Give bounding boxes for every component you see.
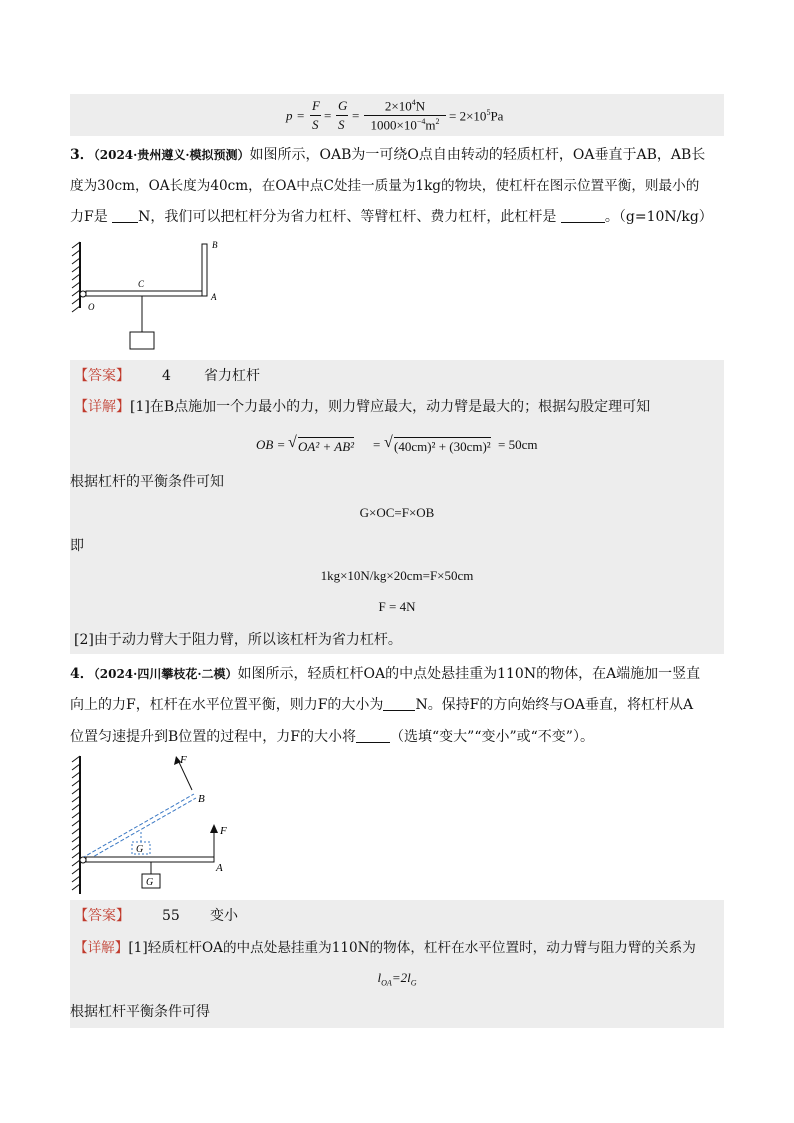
q3-answer-label: 【答案】 [74, 368, 130, 384]
q3-detail-2: [2]由于动力臂大于阻力臂，所以该杠杆为省力杠杆。 [74, 632, 402, 648]
den-exp: −4 [416, 117, 426, 126]
ob-radicand-1: OA² + AB² [298, 439, 355, 454]
q4-blank-1[interactable] [383, 696, 415, 711]
den-unit-exp: 2 [435, 117, 440, 126]
q3-formula-calc: 1kg×10N/kg×20cm=F×50cm [320, 568, 474, 583]
q3-blank-2[interactable] [561, 208, 605, 223]
formula-numerator [368, 98, 442, 114]
q4-text-last: 根据杠杆平衡条件可得 [70, 1004, 210, 1020]
q4-number: 4． [70, 666, 94, 682]
num-base: 2×10 [384, 98, 412, 114]
formula-p: p [286, 108, 293, 123]
q3-lever-ab [202, 244, 207, 296]
result-unit: Pa [490, 108, 504, 124]
ob-lhs: OB = [256, 437, 286, 452]
num-exp: 4 [411, 98, 416, 107]
formula-s-den-2: S [338, 117, 345, 132]
formula-eq-2: = [324, 108, 332, 123]
q3-line1-text: 如图所示，OAB为一可绕O点自由转动的轻质杠杆，OA垂直于AB，AB长 [249, 147, 706, 163]
q4-source: （2024·四川攀枝花·二模） [93, 667, 238, 681]
q3-line3-c: 。（g=10N/kg） [604, 209, 713, 225]
q4-line-1 [70, 664, 700, 684]
q4-label-a: A [216, 862, 223, 874]
q3-detail-1-text: [1]在B点施加一个力最小的力，则力臂应最大，动力臂是最大的；根据勾股定理可知 [130, 399, 651, 415]
q4-lever-oa [86, 857, 214, 862]
q4-arrowhead-f-a [210, 824, 218, 833]
ob-eq: = [373, 437, 381, 452]
formula-l-g-sub: G [410, 978, 417, 988]
q3-text-ji: 即 [70, 538, 84, 554]
q3-wall-hatching [72, 242, 80, 312]
formula-result [449, 108, 503, 124]
ob-radicand-2: (40cm)² + (30cm)² [394, 439, 491, 454]
formula-g-num: G [338, 98, 348, 113]
q4-line3-a: 位置匀速提升到B位置的过程中，力F的大小将 [70, 729, 357, 745]
q3-line-2: 度为30cm，OA长度为40cm，在OA中点C处挂一质量为1kg的物块，使杠杆在图示位置平衡，则最小的 [70, 178, 700, 194]
q4-label-b: B [198, 793, 205, 805]
fraction-bar-1 [310, 115, 321, 116]
q3-text-balance: 根据杠杆的平衡条件可知 [70, 474, 224, 490]
ob-rhs: = 50cm [498, 437, 538, 452]
q3-label-b: B [212, 240, 218, 250]
fraction-bar-2 [336, 115, 348, 116]
formula-l-oa-sub: OA [381, 978, 392, 988]
q4-line2-a: 向上的力F，杠杆在水平位置平衡，则力F的大小为 [70, 697, 384, 713]
q3-answer-1: 4 [162, 368, 171, 384]
formula-eq-2l: =2l [391, 970, 411, 985]
q3-lever-figure [70, 240, 230, 355]
q3-formula-result: F = 4N [378, 599, 416, 614]
formula-eq-1: = [297, 108, 305, 123]
q3-line-1 [70, 145, 705, 165]
q3-blank-1[interactable] [112, 208, 138, 223]
q4-lever-figure [70, 754, 250, 899]
den-unit: m [425, 117, 436, 133]
q3-line3-b: N，我们可以把杠杆分为省力杠杆、等臂杠杆、费力杠杆，此杠杆是 [138, 209, 557, 225]
q4-label-g: G [146, 877, 154, 888]
q4-line3-b: （选填“变大”“变小”或“不变”）。 [390, 729, 594, 745]
formula-eq-3: = [352, 108, 360, 123]
formula-s-den-1: S [312, 117, 319, 132]
q4-line1-text: 如图所示，轻质杠杆OA的中点处悬挂重为110N的物体，在A端施加一竖直 [237, 666, 701, 682]
q3-formula-balance: G×OC=F×OB [359, 505, 435, 520]
q4-wall-hatching [72, 756, 80, 890]
result-eq: = [449, 108, 457, 124]
q4-label-f-top: F [180, 754, 187, 766]
sqrt-sign-2: √ [384, 434, 393, 451]
q3-source: （2024·贵州遵义·模拟预测） [93, 148, 250, 162]
q4-answer-row [74, 906, 238, 926]
q3-number: 3． [70, 147, 94, 163]
q3-label-o: O [88, 302, 95, 312]
formula-f-num: F [312, 98, 320, 113]
q3-line3-a: 力F是 [70, 209, 108, 225]
q3-label-a: A [211, 292, 217, 302]
num-unit: N [415, 98, 426, 114]
formula-denominator [364, 117, 446, 133]
q3-detail-1 [74, 397, 650, 417]
fraction-bar-3 [364, 115, 446, 116]
sqrt-sign-1: √ [288, 434, 297, 451]
q4-line-2 [70, 695, 693, 715]
q3-label-c: C [138, 279, 145, 289]
result-exp: 5 [486, 108, 491, 117]
q4-detail-label: 【详解】 [74, 940, 129, 956]
q4-answer-1: 55 [162, 908, 180, 924]
q3-line-3 [70, 207, 713, 227]
q4-pivot [80, 857, 86, 863]
q3-answer-row [74, 366, 260, 386]
q4-detail-1 [74, 938, 696, 958]
formula-ob [256, 432, 546, 458]
q4-line2-b: N。保持F的方向始终与OA垂直，将杠杆从A [415, 697, 694, 713]
q4-answer-label: 【答案】 [74, 908, 130, 924]
q4-answer-2: 变小 [210, 908, 238, 924]
formula-pressure [286, 98, 526, 132]
q3-answer-2: 省力杠杆 [204, 368, 260, 384]
q4-label-f-a: F [220, 825, 227, 837]
q3-block [130, 332, 154, 349]
formula-l-oa: l [377, 970, 382, 985]
den-base: 1000×10 [370, 117, 417, 133]
q4-detail-1-text: [1]轻质杠杆OA的中点处悬挂重为110N的物体，杠杆在水平位置时，动力臂与阻力臂的关系为 [128, 940, 696, 956]
q4-blank-2[interactable] [356, 728, 390, 743]
q4-formula-l [70, 970, 724, 988]
q3-detail-label: 【详解】 [74, 399, 130, 415]
q3-pivot-o [80, 291, 86, 297]
q4-line-3 [70, 727, 594, 747]
q4-label-g-dashed: G [136, 844, 144, 855]
q3-lever-oa [86, 291, 202, 296]
result-base: 2×10 [459, 108, 487, 124]
